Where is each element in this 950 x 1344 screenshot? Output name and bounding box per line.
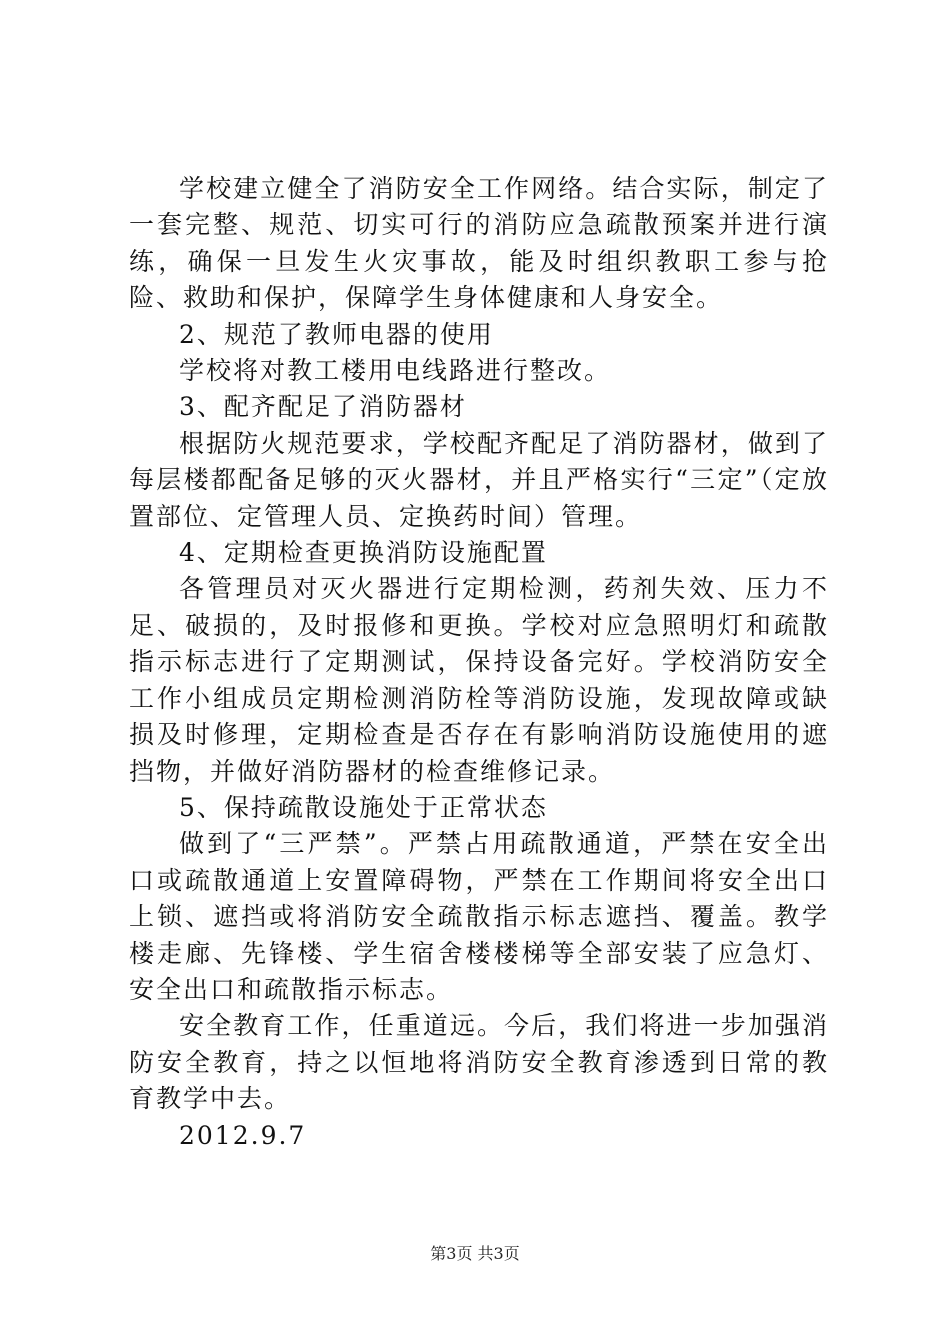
heading-evacuation: 5、保持疏散设施处于正常状态 [179, 792, 548, 822]
paragraph-inspection: 各管理员对灭火器进行定期检测，药剂失效、压力不足、破损的，及时报修和更换。学校对应急照明灯和疏散指示标志进行了定期测试，保持设备完好。学校消防安全工作小组成员定期检测消防栓等消防设施，发现故障或缺损及时修理，定期检查是否存在有影响消防设施使用的遮挡物，并做好消防器材的检查维修记录。 [129, 574, 829, 786]
paragraph-conclusion: 安全教育工作，任重道远。今后，我们将进一步加强消防安全教育，持之以恒地将消防安全教育渗透到日常的教育教学中去。 [129, 1011, 829, 1114]
page-footer [0, 1244, 950, 1264]
document-date: 2012.9.7 [179, 1120, 307, 1150]
paragraph-network: 学校建立健全了消防安全工作网络。结合实际，制定了一套完整、规范、切实可行的消防应急疏散预案并进行演练，确保一旦发生火灾事故，能及时组织教职工参与抢险、救助和保护，保障学生身体健康和人身安全。 [129, 174, 829, 313]
paragraph-evacuation: 做到了“三严禁”。严禁占用疏散通道，严禁在安全出口或疏散通道上安置障碍物，严禁在工作期间将安全出口上锁、遮挡或将消防安全疏散指示标志遮挡、覆盖。教学楼走廊、先锋楼、学生宿舍楼楼梯等全部安装了应急灯、安全出口和疏散指示标志。 [129, 829, 829, 1004]
heading-electrical-use: 2、规范了教师电器的使用 [179, 319, 494, 349]
heading-equipment: 3、配齐配足了消防器材 [179, 392, 467, 422]
paragraph-electrical-use: 学校将对教工楼用电线路进行整改。 [179, 356, 612, 386]
heading-inspection: 4、定期检查更换消防设施配置 [179, 538, 548, 568]
paragraph-equipment: 根据防火规范要求，学校配齐配足了消防器材，做到了每层楼都配备足够的灭火器材，并且严格实行“三定”（定放置部位、定管理人员、定换药时间）管理。 [129, 428, 829, 531]
page-number-label: 第3页 共3页 [430, 1244, 520, 1263]
document-body [129, 171, 829, 1154]
